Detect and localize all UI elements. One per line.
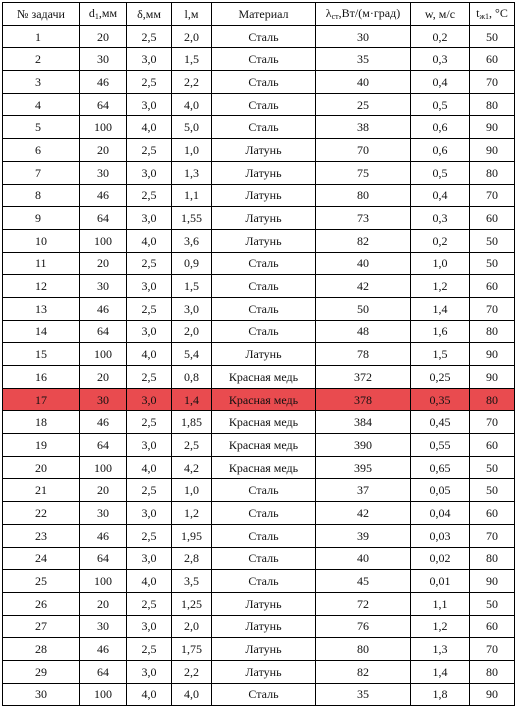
wall-thickness-cell: 3,0 [127, 207, 172, 230]
length-cell: 1,55 [172, 207, 212, 230]
temperature-cell: 90 [470, 570, 515, 593]
velocity-cell: 0,04 [411, 502, 470, 525]
thermal-conductivity-cell: 37 [316, 479, 411, 502]
length-cell: 2,2 [172, 71, 212, 94]
material-cell: Красная медь [212, 411, 316, 434]
table-row [3, 570, 515, 593]
diameter-cell: 20 [80, 479, 127, 502]
wall-thickness-cell: 3,0 [127, 161, 172, 184]
velocity-cell: 1,8 [411, 683, 470, 706]
length-cell: 3,5 [172, 570, 212, 593]
task-number-cell: 7 [3, 161, 80, 184]
material-cell: Сталь [212, 502, 316, 525]
temperature-cell: 50 [470, 592, 515, 615]
header-lambda-symbol: λ [325, 5, 332, 20]
wall-thickness-cell: 3,0 [127, 434, 172, 457]
velocity-cell: 1,0 [411, 252, 470, 275]
wall-thickness-cell: 4,0 [127, 570, 172, 593]
velocity-cell: 0,6 [411, 139, 470, 162]
table-row [3, 71, 515, 94]
thermal-conductivity-cell: 372 [316, 366, 411, 389]
header-diameter [80, 3, 127, 26]
thermal-conductivity-cell: 35 [316, 683, 411, 706]
thermal-conductivity-cell: 390 [316, 434, 411, 457]
table-row [3, 660, 515, 683]
task-number-cell: 10 [3, 229, 80, 252]
diameter-cell: 100 [80, 116, 127, 139]
temperature-cell: 50 [470, 456, 515, 479]
table-row [3, 456, 515, 479]
thermal-conductivity-cell: 40 [316, 252, 411, 275]
temperature-cell: 70 [470, 524, 515, 547]
table-row [3, 638, 515, 661]
table-row-highlighted [3, 388, 515, 411]
material-cell: Сталь [212, 683, 316, 706]
length-cell: 1,4 [172, 388, 212, 411]
task-number-cell: 3 [3, 71, 80, 94]
material-cell: Сталь [212, 116, 316, 139]
header-temperature-unit: , °С [489, 5, 508, 20]
velocity-cell: 0,4 [411, 184, 470, 207]
task-number-cell: 22 [3, 502, 80, 525]
table-row [3, 547, 515, 570]
temperature-cell: 70 [470, 297, 515, 320]
task-number-cell: 16 [3, 366, 80, 389]
table-row [3, 93, 515, 116]
header-velocity: w, м/с [411, 3, 470, 26]
thermal-conductivity-cell: 45 [316, 570, 411, 593]
material-cell: Красная медь [212, 434, 316, 457]
temperature-cell: 50 [470, 229, 515, 252]
length-cell: 0,8 [172, 366, 212, 389]
diameter-cell: 64 [80, 434, 127, 457]
length-cell: 4,0 [172, 683, 212, 706]
table-row [3, 161, 515, 184]
table-row [3, 139, 515, 162]
length-cell: 1,0 [172, 139, 212, 162]
header-thermal-conductivity [316, 3, 411, 26]
material-cell: Красная медь [212, 388, 316, 411]
wall-thickness-cell: 2,5 [127, 71, 172, 94]
material-cell: Сталь [212, 25, 316, 48]
diameter-cell: 100 [80, 229, 127, 252]
thermal-conductivity-cell: 72 [316, 592, 411, 615]
material-cell: Сталь [212, 524, 316, 547]
thermal-conductivity-cell: 42 [316, 275, 411, 298]
wall-thickness-cell: 3,0 [127, 615, 172, 638]
diameter-cell: 64 [80, 320, 127, 343]
task-number-cell: 29 [3, 660, 80, 683]
thermal-conductivity-cell: 39 [316, 524, 411, 547]
task-number-cell: 21 [3, 479, 80, 502]
table-row [3, 524, 515, 547]
table-row [3, 207, 515, 230]
velocity-cell: 1,5 [411, 343, 470, 366]
wall-thickness-cell: 3,0 [127, 93, 172, 116]
table-row [3, 592, 515, 615]
table-row [3, 116, 515, 139]
task-number-cell: 13 [3, 297, 80, 320]
thermal-conductivity-cell: 384 [316, 411, 411, 434]
temperature-cell: 70 [470, 638, 515, 661]
length-cell: 1,1 [172, 184, 212, 207]
diameter-cell: 20 [80, 366, 127, 389]
velocity-cell: 0,4 [411, 71, 470, 94]
task-number-cell: 18 [3, 411, 80, 434]
length-cell: 5,0 [172, 116, 212, 139]
temperature-cell: 50 [470, 252, 515, 275]
header-temperature-symbol: t [476, 5, 480, 20]
task-number-cell: 19 [3, 434, 80, 457]
temperature-cell: 50 [470, 25, 515, 48]
thermal-conductivity-cell: 25 [316, 93, 411, 116]
task-number-cell: 17 [3, 388, 80, 411]
task-number-cell: 4 [3, 93, 80, 116]
material-cell: Сталь [212, 48, 316, 71]
table-row [3, 366, 515, 389]
thermal-conductivity-cell: 80 [316, 184, 411, 207]
velocity-cell: 0,3 [411, 207, 470, 230]
header-temperature [470, 3, 515, 26]
task-number-cell: 8 [3, 184, 80, 207]
material-cell: Латунь [212, 592, 316, 615]
velocity-cell: 0,03 [411, 524, 470, 547]
velocity-cell: 0,65 [411, 456, 470, 479]
table-row [3, 48, 515, 71]
table-row [3, 184, 515, 207]
length-cell: 1,0 [172, 479, 212, 502]
material-cell: Сталь [212, 320, 316, 343]
task-number-cell: 11 [3, 252, 80, 275]
wall-thickness-cell: 3,0 [127, 547, 172, 570]
task-number-cell: 25 [3, 570, 80, 593]
table-row [3, 252, 515, 275]
wall-thickness-cell: 2,5 [127, 25, 172, 48]
velocity-cell: 0,02 [411, 547, 470, 570]
thermal-conductivity-cell: 378 [316, 388, 411, 411]
length-cell: 1,5 [172, 275, 212, 298]
task-number-cell: 24 [3, 547, 80, 570]
velocity-cell: 1,6 [411, 320, 470, 343]
wall-thickness-cell: 3,0 [127, 320, 172, 343]
thermal-conductivity-cell: 40 [316, 71, 411, 94]
table-row [3, 434, 515, 457]
velocity-cell: 0,35 [411, 388, 470, 411]
diameter-cell: 30 [80, 388, 127, 411]
wall-thickness-cell: 3,0 [127, 660, 172, 683]
material-cell: Латунь [212, 229, 316, 252]
velocity-cell: 1,2 [411, 275, 470, 298]
material-cell: Сталь [212, 570, 316, 593]
length-cell: 1,2 [172, 502, 212, 525]
temperature-cell: 80 [470, 93, 515, 116]
diameter-cell: 100 [80, 456, 127, 479]
header-lambda-unit: ,Вт/(м·град) [338, 5, 401, 20]
table-row [3, 502, 515, 525]
length-cell: 2,2 [172, 660, 212, 683]
header-diameter-unit: ,мм [98, 5, 118, 20]
length-cell: 2,0 [172, 320, 212, 343]
material-cell: Сталь [212, 547, 316, 570]
length-cell: 1,95 [172, 524, 212, 547]
table-row [3, 479, 515, 502]
wall-thickness-cell: 2,5 [127, 252, 172, 275]
header-wall-thickness: δ,мм [127, 3, 172, 26]
wall-thickness-cell: 4,0 [127, 456, 172, 479]
wall-thickness-cell: 3,0 [127, 388, 172, 411]
temperature-cell: 60 [470, 615, 515, 638]
diameter-cell: 20 [80, 139, 127, 162]
thermal-conductivity-cell: 40 [316, 547, 411, 570]
material-cell: Латунь [212, 184, 316, 207]
wall-thickness-cell: 2,5 [127, 638, 172, 661]
wall-thickness-cell: 4,0 [127, 343, 172, 366]
wall-thickness-cell: 2,5 [127, 479, 172, 502]
task-number-cell: 12 [3, 275, 80, 298]
task-number-cell: 9 [3, 207, 80, 230]
velocity-cell: 1,4 [411, 660, 470, 683]
velocity-cell: 0,3 [411, 48, 470, 71]
diameter-cell: 46 [80, 297, 127, 320]
diameter-cell: 46 [80, 184, 127, 207]
task-number-cell: 2 [3, 48, 80, 71]
length-cell: 2,8 [172, 547, 212, 570]
table-body [3, 25, 515, 706]
material-cell: Сталь [212, 252, 316, 275]
material-cell: Красная медь [212, 366, 316, 389]
velocity-cell: 0,5 [411, 93, 470, 116]
length-cell: 2,0 [172, 25, 212, 48]
thermal-conductivity-cell: 42 [316, 502, 411, 525]
thermal-conductivity-cell: 30 [316, 25, 411, 48]
length-cell: 2,0 [172, 615, 212, 638]
length-cell: 3,0 [172, 297, 212, 320]
task-number-cell: 5 [3, 116, 80, 139]
task-number-cell: 28 [3, 638, 80, 661]
diameter-cell: 100 [80, 570, 127, 593]
velocity-cell: 0,55 [411, 434, 470, 457]
task-number-cell: 1 [3, 25, 80, 48]
thermal-conductivity-cell: 73 [316, 207, 411, 230]
wall-thickness-cell: 2,5 [127, 592, 172, 615]
task-number-cell: 30 [3, 683, 80, 706]
diameter-cell: 30 [80, 275, 127, 298]
diameter-cell: 64 [80, 660, 127, 683]
diameter-cell: 20 [80, 252, 127, 275]
diameter-cell: 100 [80, 683, 127, 706]
thermal-conductivity-cell: 48 [316, 320, 411, 343]
temperature-cell: 60 [470, 434, 515, 457]
task-number-cell: 14 [3, 320, 80, 343]
thermal-conductivity-cell: 80 [316, 638, 411, 661]
temperature-cell: 80 [470, 388, 515, 411]
thermal-conductivity-cell: 76 [316, 615, 411, 638]
velocity-cell: 1,4 [411, 297, 470, 320]
temperature-cell: 60 [470, 48, 515, 71]
table-row [3, 411, 515, 434]
header-row [3, 3, 515, 26]
table-row [3, 229, 515, 252]
task-number-cell: 20 [3, 456, 80, 479]
wall-thickness-cell: 2,5 [127, 139, 172, 162]
material-cell: Латунь [212, 660, 316, 683]
material-cell: Латунь [212, 343, 316, 366]
wall-thickness-cell: 3,0 [127, 275, 172, 298]
task-number-cell: 15 [3, 343, 80, 366]
temperature-cell: 60 [470, 502, 515, 525]
wall-thickness-cell: 2,5 [127, 366, 172, 389]
thermal-conductivity-cell: 50 [316, 297, 411, 320]
thermal-conductivity-cell: 75 [316, 161, 411, 184]
material-cell: Сталь [212, 71, 316, 94]
diameter-cell: 30 [80, 48, 127, 71]
thermal-conductivity-cell: 70 [316, 139, 411, 162]
diameter-cell: 100 [80, 343, 127, 366]
thermal-conductivity-cell: 78 [316, 343, 411, 366]
material-cell: Латунь [212, 615, 316, 638]
velocity-cell: 0,2 [411, 25, 470, 48]
header-diameter-subscript: 1 [94, 11, 99, 21]
wall-thickness-cell: 2,5 [127, 297, 172, 320]
length-cell: 4,2 [172, 456, 212, 479]
length-cell: 2,5 [172, 434, 212, 457]
velocity-cell: 0,25 [411, 366, 470, 389]
thermal-conductivity-cell: 395 [316, 456, 411, 479]
diameter-cell: 64 [80, 93, 127, 116]
temperature-cell: 60 [470, 207, 515, 230]
table-row [3, 683, 515, 706]
wall-thickness-cell: 3,0 [127, 48, 172, 71]
diameter-cell: 64 [80, 547, 127, 570]
table-row [3, 343, 515, 366]
task-number-cell: 6 [3, 139, 80, 162]
length-cell: 3,6 [172, 229, 212, 252]
temperature-cell: 90 [470, 116, 515, 139]
wall-thickness-cell: 2,5 [127, 411, 172, 434]
table-row [3, 275, 515, 298]
material-cell: Латунь [212, 139, 316, 162]
velocity-cell: 1,2 [411, 615, 470, 638]
temperature-cell: 70 [470, 411, 515, 434]
diameter-cell: 20 [80, 592, 127, 615]
header-lambda-subscript: ст [331, 11, 339, 21]
length-cell: 1,25 [172, 592, 212, 615]
task-number-cell: 23 [3, 524, 80, 547]
diameter-cell: 30 [80, 615, 127, 638]
diameter-cell: 64 [80, 207, 127, 230]
temperature-cell: 70 [470, 71, 515, 94]
temperature-cell: 90 [470, 139, 515, 162]
velocity-cell: 0,2 [411, 229, 470, 252]
length-cell: 5,4 [172, 343, 212, 366]
table-row [3, 25, 515, 48]
header-length: l,м [172, 3, 212, 26]
length-cell: 1,5 [172, 48, 212, 71]
header-temperature-subscript: ж1 [479, 11, 490, 21]
diameter-cell: 20 [80, 25, 127, 48]
temperature-cell: 80 [470, 547, 515, 570]
wall-thickness-cell: 2,5 [127, 184, 172, 207]
wall-thickness-cell: 2,5 [127, 524, 172, 547]
temperature-cell: 60 [470, 275, 515, 298]
diameter-cell: 46 [80, 638, 127, 661]
velocity-cell: 1,1 [411, 592, 470, 615]
temperature-cell: 80 [470, 161, 515, 184]
temperature-cell: 70 [470, 184, 515, 207]
material-cell: Сталь [212, 93, 316, 116]
material-cell: Латунь [212, 161, 316, 184]
table-row [3, 320, 515, 343]
task-data-table [2, 2, 515, 706]
thermal-conductivity-cell: 82 [316, 660, 411, 683]
velocity-cell: 0,6 [411, 116, 470, 139]
wall-thickness-cell: 3,0 [127, 502, 172, 525]
temperature-cell: 90 [470, 683, 515, 706]
length-cell: 0,9 [172, 252, 212, 275]
temperature-cell: 80 [470, 660, 515, 683]
velocity-cell: 0,01 [411, 570, 470, 593]
temperature-cell: 50 [470, 479, 515, 502]
material-cell: Латунь [212, 207, 316, 230]
wall-thickness-cell: 4,0 [127, 116, 172, 139]
task-number-cell: 27 [3, 615, 80, 638]
material-cell: Красная медь [212, 456, 316, 479]
wall-thickness-cell: 4,0 [127, 683, 172, 706]
diameter-cell: 46 [80, 524, 127, 547]
table-row [3, 615, 515, 638]
task-number-cell: 26 [3, 592, 80, 615]
material-cell: Латунь [212, 638, 316, 661]
length-cell: 1,3 [172, 161, 212, 184]
material-cell: Сталь [212, 479, 316, 502]
thermal-conductivity-cell: 38 [316, 116, 411, 139]
material-cell: Сталь [212, 275, 316, 298]
velocity-cell: 0,05 [411, 479, 470, 502]
wall-thickness-cell: 4,0 [127, 229, 172, 252]
temperature-cell: 80 [470, 320, 515, 343]
velocity-cell: 0,45 [411, 411, 470, 434]
velocity-cell: 0,5 [411, 161, 470, 184]
length-cell: 1,75 [172, 638, 212, 661]
thermal-conductivity-cell: 82 [316, 229, 411, 252]
length-cell: 4,0 [172, 93, 212, 116]
velocity-cell: 1,3 [411, 638, 470, 661]
diameter-cell: 30 [80, 502, 127, 525]
thermal-conductivity-cell: 35 [316, 48, 411, 71]
length-cell: 1,85 [172, 411, 212, 434]
temperature-cell: 90 [470, 366, 515, 389]
header-diameter-symbol: d [88, 5, 95, 20]
header-task-number: № задачи [3, 3, 80, 26]
header-material: Материал [212, 3, 316, 26]
material-cell: Сталь [212, 297, 316, 320]
table-row [3, 297, 515, 320]
diameter-cell: 46 [80, 411, 127, 434]
diameter-cell: 30 [80, 161, 127, 184]
diameter-cell: 46 [80, 71, 127, 94]
temperature-cell: 90 [470, 343, 515, 366]
